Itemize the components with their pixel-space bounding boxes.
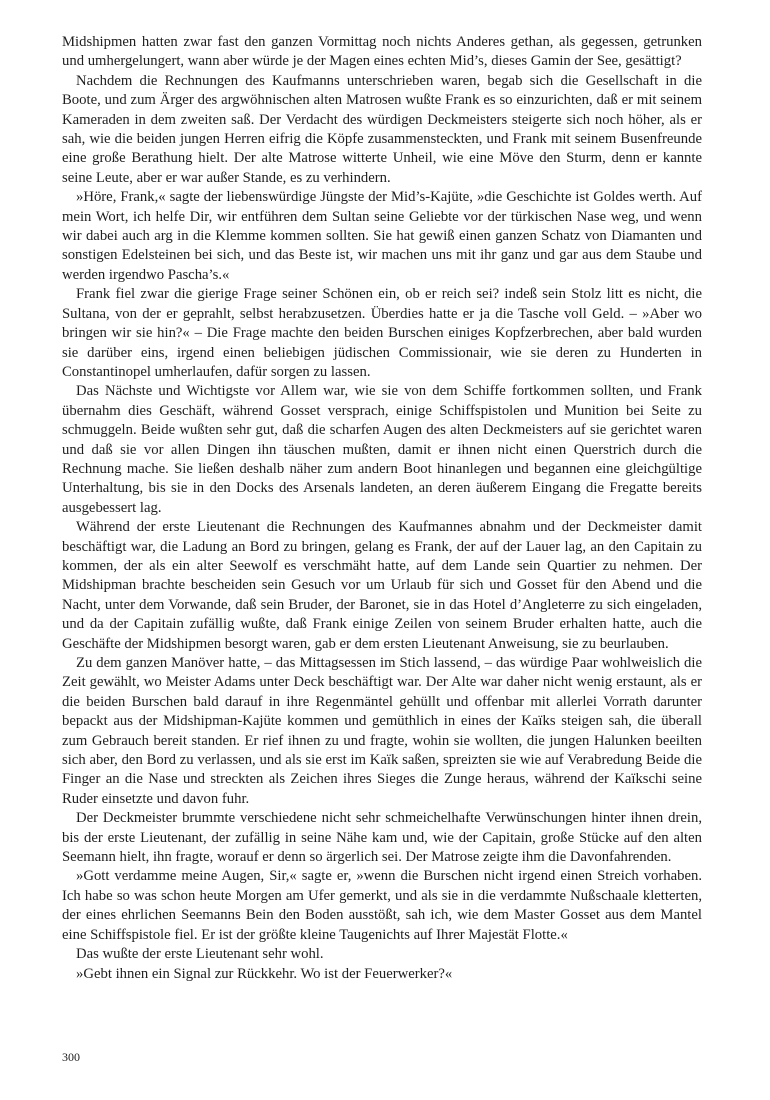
paragraph: »Gott verdamme meine Augen, Sir,« sagte er, »wenn die Burschen nicht irgend einen Streich vorhaben. Ich habe so was schon heute Morgen am Ufer gemerkt, und als sie in die verdammte Nußschaale kletterten, der eines ehrlichen Seemanns Bein den Boden ausstößt, sah ich, wie dem Master Gosset aus dem Mantel eine Schiffspistole fiel. Er ist der größte kleine Taugenichts auf Ihrer Majestät Flotte.« [62,868,702,943]
paragraph: »Gebt ihnen ein Signal zur Rückkehr. Wo ist der Feuerwerker?« [76,965,453,982]
page-number: 300 [62,1050,80,1064]
paragraph: Frank fiel zwar die gierige Frage seiner Schönen ein, ob er reich sei? indeß sein Stolz litt es nicht, die Sultana, von der er geprahlt, selbst herabzusetzen. Überdies hatte er ja die Tasche voll Geld. – »Aber wo bringen wir sie hin?« – Die Frage machte den beiden Burschen einiges Kopfzerbrechen, aber bald wurden sie darüber eins, irgend einen beliebigen jüdischen Commissionair, wie sie deren zu Hunderten in Constantinopel umherlaufen, dafür sorgen zu lassen. [62,286,702,380]
paragraph: Nachdem die Rechnungen des Kaufmanns unterschrieben waren, begab sich die Gesellschaft in die Boote, und zum Ärger des argwöhnischen alten Matrosen wußte Frank es so einzurichten, daß er mit seinem Kameraden in dem zweiten saß. Der Verdacht des würdigen Deckmeisters steigerte sich noch höher, als er sah, wie die beiden jungen Herren eifrig die Köpfe zusammensteckten, und Frank mit seinem Busenfreunde eine große Berathung hielt. Der alte Matrose witterte Unheil, wie eine Möve den Sturm, denn er kannte seine Leute, aber er war außer Stande, es zu verhindern. [62,72,702,186]
paragraph: Zu dem ganzen Manöver hatte, – das Mittagsessen im Stich lassend, – das würdige Paar wohlweislich die Zeit gewählt, wo Meister Adams unter Deck beschäftigt war. Der Alte war daher nicht wenig erstaunt, als er die beiden Burschen bald darauf in ihre Regenmäntel gehüllt und offenbar mit allerlei Vorrath darunter bepackt aus der Midshipman-Kajüte kommen und gemüthlich in eines der Kaïks steigen sah, die überall zum Gebrauch bereit standen. Er rief ihnen zu und fragte, wohin sie wollten, die jungen Halunken beeilten sich aber, den Bord zu verlassen, und als sie erst im Kaïk saßen, spreizten sie wie auf Verabredung Beide die Finger an die Nase und streckten als Zeichen ihres Sieges die Zunge heraus, während der Kaïkschi seine Ruder einsetzte und davon fuhr. [62,655,702,807]
paragraph: Das wußte der erste Lieutenant sehr wohl. [76,946,324,963]
paragraph: Midshipmen hatten zwar fast den ganzen Vormittag noch nichts Anderes gethan, als gegessen, getrunken und umhergelungert, wann aber würde je der Magen eines echten Mid’s, dieses Gamin der See, gesättigt? [62,34,702,70]
page-text-block [62,33,702,984]
paragraph: »Höre, Frank,« sagte der liebenswürdige Jüngste der Mid’s-Kajüte, »die Geschichte ist Goldes werth. Auf mein Wort, ich helfe Dir, wir entführen dem Sultan seine Geliebte vor der türkischen Nase weg, und wenn wir dabei auch arg in die Klemme kommen sollten. Sie hat gewiß einen ganzen Schatz von Diamanten und sonstigen Edelsteinen bei sich, und das Beste ist, wir machen uns mit ihr ganz und gar aus dem Staube und werden irgendwo Pascha’s.« [62,189,702,283]
paragraph: Der Deckmeister brummte verschiedene nicht sehr schmeichelhafte Verwünschungen hinter ihnen drein, bis der erste Lieutenant, der zufällig in seine Nähe kam und, wie der Capitain, große Stücke auf den alten Seemann hielt, ihn fragte, worauf er denn so ärgerlich sei. Der Matrose zeigte ihm die Davonfahrenden. [62,810,702,866]
paragraph: Das Nächste und Wichtigste vor Allem war, wie sie von dem Schiffe fortkommen sollten, und Frank übernahm dies Geschäft, während Gosset versprach, einige Schiffspistolen und Munition bei Seite zu schmuggeln. Beide wußten sehr gut, daß die scharfen Augen des alten Deckmeisters auf sie gerichtet waren und daß sie vor allen Dingen ihn täuschen mußten, damit er ihnen nicht einen Querstrich durch die Rechnung mache. Sie ließen deshalb näher zum andern Boot hinanlegen und begannen eine gleichgültige Unterhaltung, bis sie in den Docks des Arsenals landeten, an deren äußerem Eingang die Fregatte bereits ausgebessert lag. [62,383,702,516]
paragraph: Während der erste Lieutenant die Rechnungen des Kaufmannes abnahm und der Deckmeister damit beschäftigt war, die Ladung an Bord zu bringen, gelang es Frank, der auf der Lauer lag, an den Capitain zu kommen, der als ein alter Seewolf es verschmäht hatte, auf dem Lande sein Quartier zu nehmen. Der Midshipman brachte bescheiden sein Gesuch vor um Urlaub für sich und Gosset für den Abend und die Nacht, unter dem Vorwande, daß sein Bruder, der Baronet, sie in das Hotel d’Angleterre zu sich eingeladen, und da der Capitain zufällig wußte, daß Frank einige Zeilen von seinem Bruder erhalten hatte, auch die Geschäfte der Midshipmen besorgt waren, gab er dem ersten Lieutenant Anweisung, sie zu beurlauben. [62,519,702,652]
